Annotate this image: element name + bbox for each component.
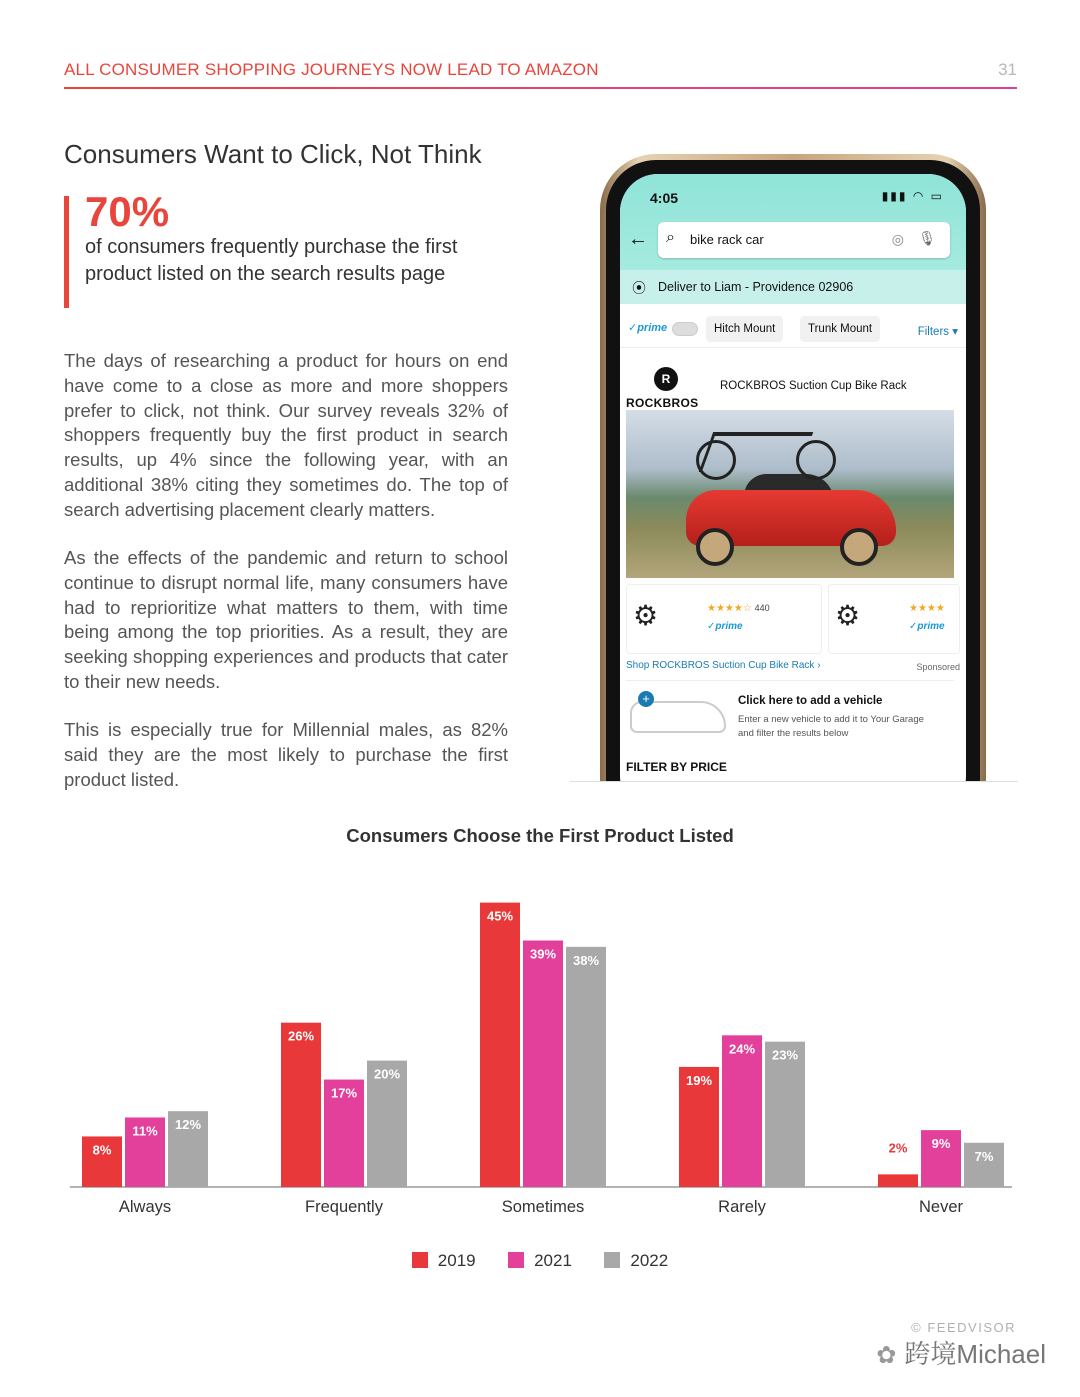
data-label-2019-sometimes: 45% [486,908,514,924]
bar-2021-sometimes [523,941,563,1187]
phone-frame [600,154,986,782]
paragraph-3: This is especially true for Millennial males, as 82% said they are the most likely to purchase the first product listed. [64,719,508,790]
deliver-to-bar[interactable] [620,270,966,304]
data-label-2022-never: 7% [974,1148,994,1164]
data-label-2021-rarely: 24% [728,1041,756,1057]
data-label-2022-rarely: 23% [771,1047,799,1063]
prime-badge: ✓prime [707,621,743,632]
legend-swatch [412,1252,428,1268]
sponsored-label: Sponsored [916,662,960,672]
x-tick-label-always: Always [118,1198,172,1216]
section-heading: Consumers Want to Click, Not Think [64,139,482,169]
page-header [64,59,1017,89]
prime-toggle[interactable] [672,322,698,336]
data-label-2022-frequently: 20% [373,1066,401,1082]
signal-wifi-battery-icon: ▮▮▮ ◠ ▭ [881,189,944,203]
header-title: ALL CONSUMER SHOPPING JOURNEYS NOW LEAD TO AMAZON [64,60,599,79]
x-tick-label-frequently: Frequently [305,1198,383,1216]
phone-screen [620,174,966,782]
data-label-2019-frequently: 26% [287,1028,315,1044]
stat-callout [64,188,514,308]
bike-rack-product-icon: ⚙ [633,600,659,631]
rating-stars: ★★★★☆ 440 [707,603,770,614]
legend-item-2019: 2019 [412,1251,476,1271]
data-label-2019-rarely: 19% [685,1072,713,1088]
data-label-2022-sometimes: 38% [572,952,600,968]
paragraph-2: As the effects of the pandemic and return to school continue to disrupt normal life, many consumers have had to reprioritize what matters to them, with time being among the top priorities. As a result, they are seeking shopping experiences and products that cater to their new needs. [64,547,508,692]
bar-2019-sometimes [480,903,520,1187]
chip-hitch-mount[interactable]: Hitch Mount [706,316,783,342]
legend-swatch [508,1252,524,1268]
status-time: 4:05 [650,190,679,206]
filter-row [620,312,966,348]
data-label-2021-never: 9% [931,1136,951,1152]
phone-mockup [570,150,1018,782]
legend-item-2022: 2022 [604,1251,668,1271]
watermark: ✿ 跨境Michael [876,1339,1046,1369]
data-label-2021-always: 11% [132,1123,158,1139]
page-number: 31 [998,60,1017,79]
bar-2021-rarely [722,1035,762,1187]
bar-2022-sometimes [566,947,606,1187]
plus-icon[interactable]: + [638,691,654,707]
microphone-icon[interactable]: 🎙 [918,230,936,246]
deliver-text: Deliver to Liam - Providence 02906 [658,280,854,294]
add-vehicle-card[interactable] [626,680,954,746]
shop-brand-link[interactable]: Shop ROCKBROS Suction Cup Bike Rack › [626,660,821,671]
bar-chart [0,870,1080,1230]
product-thumb-2[interactable] [828,584,960,654]
search-query: bike rack car [690,232,764,247]
add-vehicle-title: Click here to add a vehicle [738,695,883,707]
chart-title: Consumers Choose the First Product Listed [346,825,734,846]
x-tick-label-rarely: Rarely [718,1198,766,1216]
prime-badge: ✓prime [909,621,945,632]
wechat-icon: ✿ [876,1342,897,1369]
back-arrow-icon[interactable]: ← [628,228,648,250]
callout-percent: 70% [85,188,170,235]
bar-2019-frequently [281,1023,321,1187]
rating-stars: ★★★★ [909,603,945,614]
legend-item-2021: 2021 [508,1251,572,1271]
data-label-2021-frequently: 17% [330,1085,358,1101]
x-tick-label-sometimes: Sometimes [501,1198,585,1216]
paragraph-1: The days of researching a product for hours on end have come to a close as more and more shoppers prefer to click, not think. Our survey reveals 32% of shoppers frequently buy the first product in search results, up 4% since the following year, with an additional 38% citing they sometimes do. The top of search advertising placement clearly matters. [64,350,508,520]
chart-legend [0,1251,1080,1271]
x-tick-label-never: Never [918,1198,964,1216]
callout-text: of consumers frequently purchase the first product listed on the search results page [85,236,458,285]
data-label-2022-always: 12% [174,1117,202,1133]
prime-filter-label: ✓prime [628,322,668,334]
sponsored-hero-image[interactable] [626,410,954,578]
location-pin-icon: ⦿ [632,280,646,296]
data-label-2019-always: 8% [92,1142,112,1158]
brand-name: ROCKBROS [626,396,699,410]
filter-by-price-heading: FILTER BY PRICE [626,760,727,774]
legend-swatch [604,1252,620,1268]
search-icon: ⌕ [666,229,675,246]
product-thumb-1[interactable] [626,584,822,654]
data-label-2021-sometimes: 39% [529,946,557,962]
camera-icon[interactable]: ◎ [891,231,904,247]
filters-dropdown[interactable]: Filters ▾ [917,326,958,338]
data-label-2019-never: 2% [888,1140,908,1156]
bar-2022-rarely [765,1042,805,1187]
add-vehicle-description: Enter a new vehicle to add it to Your Garage and filter the results below [738,714,924,739]
sponsored-product-title[interactable]: ROCKBROS Suction Cup Bike Rack [720,380,907,392]
bike-rack-product-icon: ⚙ [835,600,861,631]
chip-trunk-mount[interactable]: Trunk Mount [800,316,880,342]
copyright: © FEEDVISOR [911,1320,1016,1335]
bar-2019-never [878,1174,918,1187]
rockbros-logo: R [654,367,678,391]
search-input[interactable] [658,222,950,258]
